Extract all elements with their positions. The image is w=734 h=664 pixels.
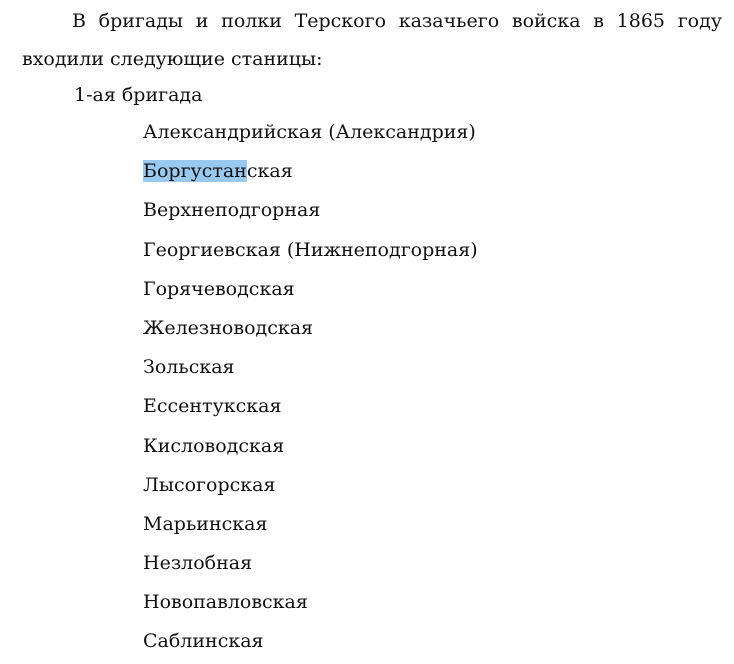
brigade-heading[interactable]: 1-ая бригада [74, 84, 203, 106]
intro-text[interactable]: В бригады и полки Терского казачьего войска в 1865 году входили следующие станицы: [22, 10, 722, 70]
list-item[interactable]: Железноводская [143, 316, 314, 339]
list-item[interactable]: Кисловодская [143, 434, 285, 457]
list-item[interactable]: Ессентукская [143, 395, 282, 418]
list-item[interactable]: Незлобная [143, 552, 253, 575]
station-list [143, 115, 478, 664]
intro-paragraph[interactable] [22, 2, 722, 78]
text-selection[interactable]: Боргустан [143, 160, 247, 183]
list-item[interactable]: Георгиевская (Нижнеподгорная) [143, 238, 478, 261]
list-item-text-rest[interactable]: ская [246, 160, 293, 183]
list-item[interactable]: Верхнеподгорная [143, 199, 321, 222]
list-item[interactable]: Александрийская (Александрия) [143, 121, 476, 143]
list-item[interactable]: Марьинская [143, 512, 268, 535]
list-item-selected[interactable] [143, 154, 478, 193]
list-item[interactable]: Зольская [143, 356, 235, 379]
list-item[interactable]: Лысогорская [143, 473, 276, 496]
list-item[interactable]: Горячеводская [143, 277, 295, 300]
list-item[interactable]: Новопавловская [143, 591, 308, 614]
list-item[interactable]: Саблинская [143, 630, 264, 653]
